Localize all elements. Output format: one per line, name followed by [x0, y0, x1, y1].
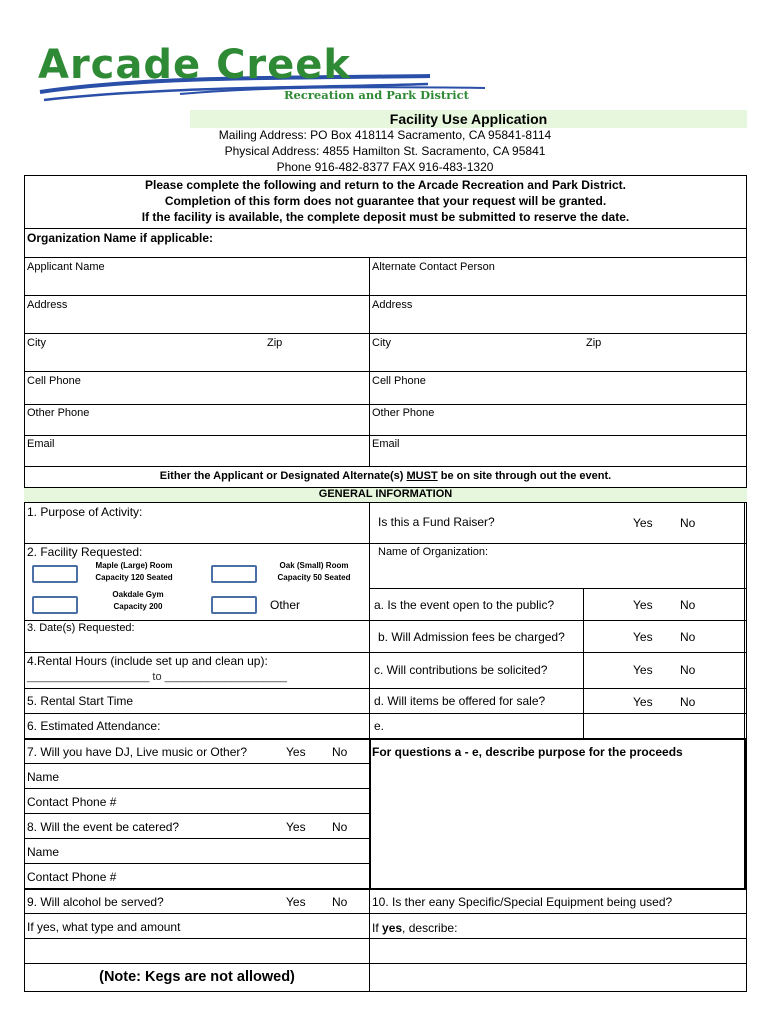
estimated-attendance-label: 6. Estimated Attendance:: [27, 719, 161, 733]
divider: [24, 257, 747, 258]
divider: [369, 588, 747, 589]
divider: [24, 620, 747, 621]
dj-name-field[interactable]: Name: [27, 770, 60, 784]
kegs-note: (Note: Kegs are not allowed): [99, 969, 295, 985]
divider: [24, 688, 747, 689]
oakdale-gym-label: Oakdale Gym Capacity 200: [112, 590, 164, 611]
rental-start-time-label: 5. Rental Start Time: [27, 694, 134, 708]
question-b-yes[interactable]: Yes: [633, 630, 653, 644]
divider: [24, 404, 747, 405]
proceeds-instruction: For questions a - e, describe purpose for the proceeds: [372, 745, 683, 759]
question-d-yes[interactable]: Yes: [633, 695, 653, 709]
question-c: c. Will contributions be solicited?: [374, 663, 548, 677]
mailing-address: Mailing Address: PO Box 418114 Sacramento, CA 95841-8114: [218, 128, 552, 142]
dj-no[interactable]: No: [332, 745, 348, 759]
divider: [24, 228, 747, 229]
dates-requested-label: 3. Date(s) Requested:: [27, 622, 135, 634]
divider: [24, 466, 747, 467]
divider: [24, 888, 747, 890]
divider: [24, 543, 747, 544]
phone-fax: Phone 916-482-8377 FAX 916-483-1320: [276, 160, 494, 174]
maple-room-checkbox[interactable]: [32, 565, 78, 583]
fund-raiser-no[interactable]: No: [680, 516, 696, 530]
general-information-heading: GENERAL INFORMATION: [318, 488, 453, 500]
alcohol-question: 9. Will alcohol be served?: [27, 895, 164, 909]
divider: [24, 863, 370, 864]
question-d: d. Will items be offered for sale?: [374, 694, 546, 708]
logo-title: Arcade Creek: [38, 42, 352, 88]
divider: [24, 738, 747, 740]
alternate-cell-phone-field[interactable]: Cell Phone: [372, 375, 426, 387]
column-divider: [583, 588, 584, 738]
caterer-name-field[interactable]: Name: [27, 845, 60, 859]
oak-room-label: Oak (Small) Room Capacity 50 Seated: [277, 561, 351, 582]
other-facility-label: Other: [270, 598, 301, 612]
column-divider: [744, 502, 745, 738]
facility-requested-label: 2. Facility Requested:: [27, 545, 143, 559]
applicant-city-field[interactable]: City: [27, 337, 46, 349]
equipment-question: 10. Is ther eany Specific/Special Equipment being used?: [372, 895, 673, 909]
dj-contact-phone-field[interactable]: Contact Phone #: [27, 795, 117, 809]
applicant-other-phone-field[interactable]: Other Phone: [27, 407, 90, 419]
divider: [24, 713, 747, 714]
column-divider: [369, 502, 370, 738]
divider: [24, 813, 370, 814]
alternate-contact-field[interactable]: Alternate Contact Person: [372, 261, 495, 273]
question-c-yes[interactable]: Yes: [633, 663, 653, 677]
fund-raiser-yes[interactable]: Yes: [633, 516, 653, 530]
alternate-other-phone-field[interactable]: Other Phone: [372, 407, 435, 419]
column-divider: [369, 257, 370, 466]
rental-hours-label: 4.Rental Hours (include set up and clean up):: [27, 654, 268, 668]
divider: [24, 435, 747, 436]
organization-name-field[interactable]: Name of Organization:: [378, 546, 489, 558]
divider: [24, 838, 370, 839]
purpose-of-activity-label: 1. Purpose of Activity:: [27, 505, 143, 519]
catered-yes[interactable]: Yes: [286, 820, 306, 834]
question-a-no[interactable]: No: [680, 598, 696, 612]
question-c-no[interactable]: No: [680, 663, 696, 677]
divider: [24, 963, 747, 964]
applicant-address-field[interactable]: Address: [27, 299, 68, 311]
alternate-city-field[interactable]: City: [372, 337, 391, 349]
district-logo: [30, 36, 500, 108]
catered-question: 8. Will the event be catered?: [27, 820, 180, 834]
divider: [24, 371, 747, 372]
column-divider: [369, 738, 371, 888]
divider: [24, 295, 747, 296]
alcohol-yes[interactable]: Yes: [286, 895, 306, 909]
divider: [24, 652, 747, 653]
alternate-zip-field[interactable]: Zip: [586, 337, 602, 349]
applicant-name-field[interactable]: Applicant Name: [27, 261, 105, 273]
divider: [24, 938, 747, 939]
physical-address: Physical Address: 4855 Hamilton St. Sacramento, CA 95841: [224, 144, 546, 158]
instruction-line-3: If the facility is available, the complete deposit must be submitted to reserve the date.: [141, 210, 630, 224]
instruction-line-1: Please complete the following and return to the Arcade Recreation and Park District.: [144, 178, 626, 192]
rental-hours-blanks[interactable]: ____________________ to ____________________: [27, 671, 287, 683]
alcohol-no[interactable]: No: [332, 895, 348, 909]
fund-raiser-question: Is this a Fund Raiser?: [378, 515, 495, 529]
question-b: b. Will Admission fees be charged?: [378, 630, 565, 644]
divider: [24, 333, 747, 334]
dj-yes[interactable]: Yes: [286, 745, 306, 759]
caterer-contact-phone-field[interactable]: Contact Phone #: [27, 870, 117, 884]
oakdale-gym-checkbox[interactable]: [32, 596, 78, 614]
divider: [24, 763, 370, 764]
question-d-no[interactable]: No: [680, 695, 696, 709]
applicant-email-field[interactable]: Email: [27, 438, 55, 450]
alcohol-type-amount-field[interactable]: If yes, what type and amount: [27, 920, 181, 934]
applicant-cell-phone-field[interactable]: Cell Phone: [27, 375, 81, 387]
question-e: e.: [374, 719, 385, 733]
onsite-notice: Either the Applicant or Designated Alternate(s) MUST be on site through out the event.: [159, 470, 612, 482]
logo-subtitle: Recreation and Park District: [284, 88, 469, 102]
oak-room-checkbox[interactable]: [211, 565, 257, 583]
form-title: Facility Use Application: [190, 110, 747, 128]
instruction-line-2: Completion of this form does not guarantee that your request will be granted.: [164, 194, 607, 208]
alternate-address-field[interactable]: Address: [372, 299, 413, 311]
other-facility-checkbox[interactable]: [211, 596, 257, 614]
applicant-zip-field[interactable]: Zip: [267, 337, 283, 349]
question-b-no[interactable]: No: [680, 630, 696, 644]
question-a: a. Is the event open to the public?: [374, 598, 555, 612]
equipment-describe-field[interactable]: If yes, describe:: [372, 921, 458, 935]
question-a-yes[interactable]: Yes: [633, 598, 653, 612]
divider: [24, 913, 747, 914]
column-divider: [744, 738, 746, 888]
divider: [24, 788, 370, 789]
divider: [24, 502, 747, 503]
maple-room-label: Maple (Large) Room Capacity 120 Seated: [95, 561, 173, 582]
dj-music-question: 7. Will you have DJ, Live music or Other?: [27, 745, 248, 759]
alternate-email-field[interactable]: Email: [372, 438, 400, 450]
org-name-label: Organization Name if applicable:: [27, 231, 214, 245]
catered-no[interactable]: No: [332, 820, 348, 834]
